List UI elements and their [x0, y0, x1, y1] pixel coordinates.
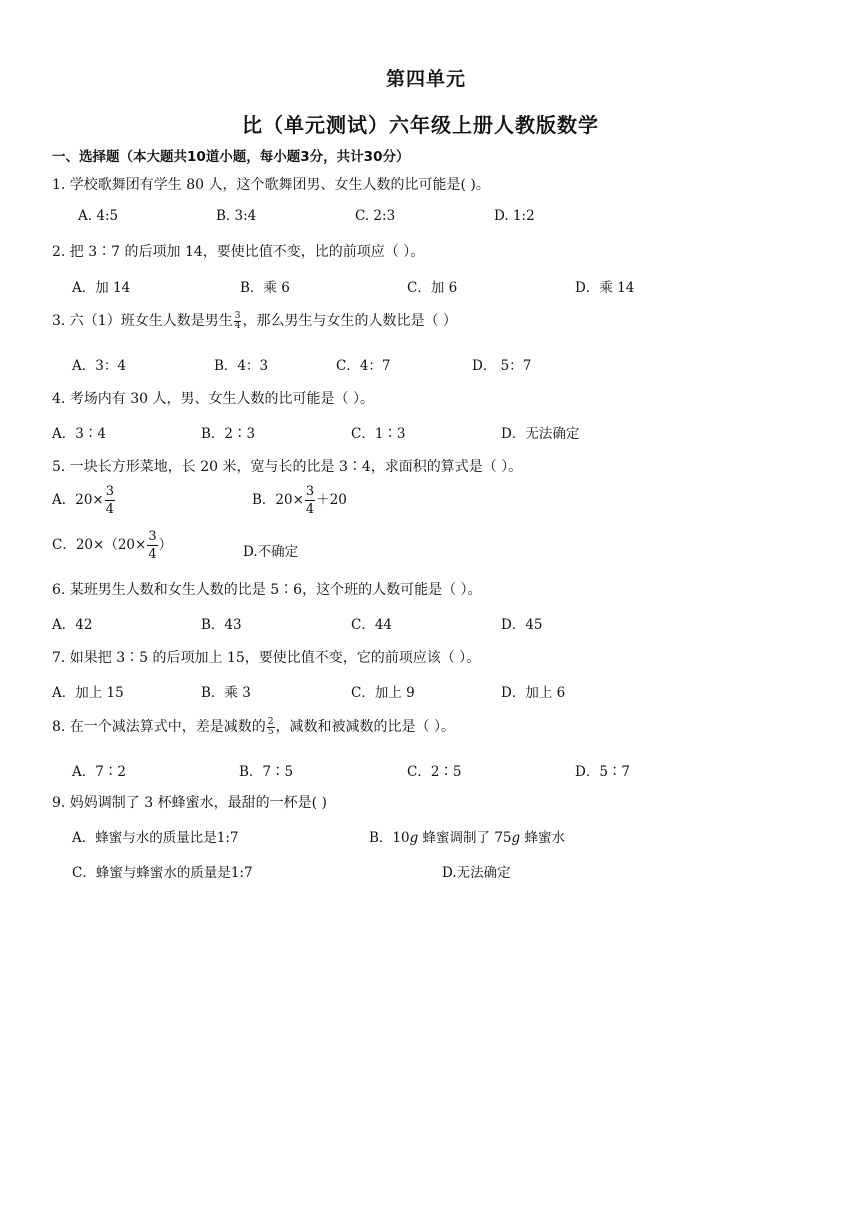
- q9-option-a: A．蜂蜜与水的质量比是1:7: [72, 830, 239, 846]
- question-4-stem: 4. 考场内有 30 人，男、女生人数的比可能是（ ）。: [52, 391, 374, 407]
- q8-stem-text: 8. 在一个减法算式中，差是减数的: [52, 719, 266, 735]
- section-heading: 一、选择题（本大题共10道小题，每小题3分，共计30分）: [52, 149, 410, 165]
- q2-option-a: A．加 14: [72, 280, 131, 296]
- question-3-stem: [52, 310, 457, 331]
- q5-option-c-numerator: 3: [148, 529, 157, 544]
- q9-option-c: C．蜂蜜与蜂蜜水的质量是1:7: [72, 865, 253, 881]
- q5-option-a: [52, 485, 116, 516]
- question-9-stem: 9. 妈妈调制了 3 杯蜂蜜水，最甜的一杯是( ): [52, 795, 327, 811]
- question-1-stem: 1. 学校歌舞团有学生 80 人，这个歌舞团男、女生人数的比可能是( )。: [52, 177, 490, 193]
- q4-option-a: A．3∶4: [52, 426, 106, 442]
- q9-option-b-unit: g: [409, 830, 419, 846]
- q5-option-a-fraction: [105, 485, 115, 516]
- q5-option-c-denominator: 4: [148, 547, 157, 562]
- q7-option-a: A．加上 15: [52, 685, 124, 701]
- page-subtitle: 比（单元测试）六年级上册人教版数学: [242, 113, 599, 137]
- q2-option-d: D．乘 14: [575, 280, 635, 296]
- q5-option-b-fraction: [305, 485, 315, 516]
- q5-option-a-text: A．20×: [52, 492, 104, 508]
- q5-option-b-numerator: 3: [305, 484, 315, 499]
- q8-fraction: [267, 718, 275, 737]
- q6-option-d: D．45: [501, 617, 543, 633]
- q3-fraction-denominator: 4: [234, 320, 241, 331]
- q5-option-c-fraction: [147, 530, 157, 561]
- q1-option-c: C. 2:3: [355, 208, 396, 224]
- q9-option-d: D.无法确定: [442, 865, 511, 881]
- q9-option-b-middle: 蜂蜜调制了 75: [418, 830, 512, 846]
- page-title: 第四单元: [386, 68, 467, 90]
- question-2-stem: 2. 把 3∶7 的后项加 14，要使比值不变，比的前项应（ ）。: [52, 244, 425, 260]
- q8-fraction-denominator: 5: [267, 726, 274, 737]
- q1-option-d: D. 1:2: [494, 208, 535, 224]
- question-6-stem: 6. 某班男生人数和女生人数的比是 5∶6，这个班的人数可能是（ ）。: [52, 582, 482, 598]
- q5-option-d: D.不确定: [243, 544, 299, 560]
- q2-option-c: C．加 6: [407, 280, 458, 296]
- question-5-stem: 5. 一块长方形菜地，长 20 米，宽与长的比是 3∶4，求面积的算式是（ ）。: [52, 459, 523, 475]
- q3-option-c: C．4：7: [336, 358, 391, 374]
- q7-option-c: C．加上 9: [351, 685, 415, 701]
- q5-option-b-text: B．20×: [252, 492, 304, 508]
- q3-stem-text: 3. 六（1）班女生人数是男生: [52, 313, 233, 329]
- question-8-stem: [52, 716, 455, 737]
- q8-stem-text-end: ，减数和被减数的比是（ ）。: [275, 719, 455, 735]
- q4-option-d: D．无法确定: [501, 426, 580, 442]
- q7-option-d: D．加上 6: [501, 685, 566, 701]
- q6-option-a: A．42: [52, 617, 93, 633]
- q8-option-c: C．2∶5: [407, 764, 462, 780]
- q2-option-b: B．乘 6: [240, 280, 290, 296]
- q5-option-c-suffix: ）: [158, 537, 173, 553]
- q1-option-b: B. 3:4: [216, 208, 257, 224]
- q3-option-d: D． 5：7: [472, 358, 532, 374]
- q5-option-a-numerator: 3: [105, 484, 115, 499]
- q6-option-c: C．44: [351, 617, 393, 633]
- q5-option-b: [252, 485, 347, 516]
- q9-option-b-unit-2: g: [511, 830, 521, 846]
- q3-fraction-numerator: 3: [234, 310, 241, 321]
- q8-option-a: A．7∶2: [72, 764, 126, 780]
- q5-option-b-denominator: 4: [305, 502, 315, 517]
- q5-option-c: [52, 530, 172, 561]
- q5-option-a-denominator: 4: [105, 502, 115, 517]
- q3-fraction: [234, 312, 242, 331]
- q4-option-c: C．1∶3: [351, 426, 406, 442]
- q6-option-b: B．43: [201, 617, 242, 633]
- q3-option-a: A．3：4: [72, 358, 126, 374]
- question-7-stem: 7. 如果把 3∶5 的后项加上 15，要使比值不变，它的前项应该（ ）。: [52, 650, 481, 666]
- q8-option-b: B．7∶5: [239, 764, 294, 780]
- q3-stem-text-end: ，那么男生与女生的人数比是（ ）: [242, 313, 457, 329]
- q5-option-c-text: C．20×（20×: [52, 537, 147, 553]
- q9-option-b-suffix: 蜂蜜水: [520, 830, 565, 846]
- q5-option-b-suffix: ＋20: [316, 492, 347, 508]
- q7-option-b: B．乘 3: [201, 685, 251, 701]
- q8-option-d: D．5∶7: [575, 764, 631, 780]
- q3-option-b: B．4：3: [214, 358, 269, 374]
- q9-option-b-text: B．10: [369, 830, 410, 846]
- q8-fraction-numerator: 2: [267, 716, 274, 727]
- q1-option-a: A. 4:5: [78, 208, 119, 224]
- q4-option-b: B．2∶3: [201, 426, 256, 442]
- q9-option-b: [369, 826, 565, 846]
